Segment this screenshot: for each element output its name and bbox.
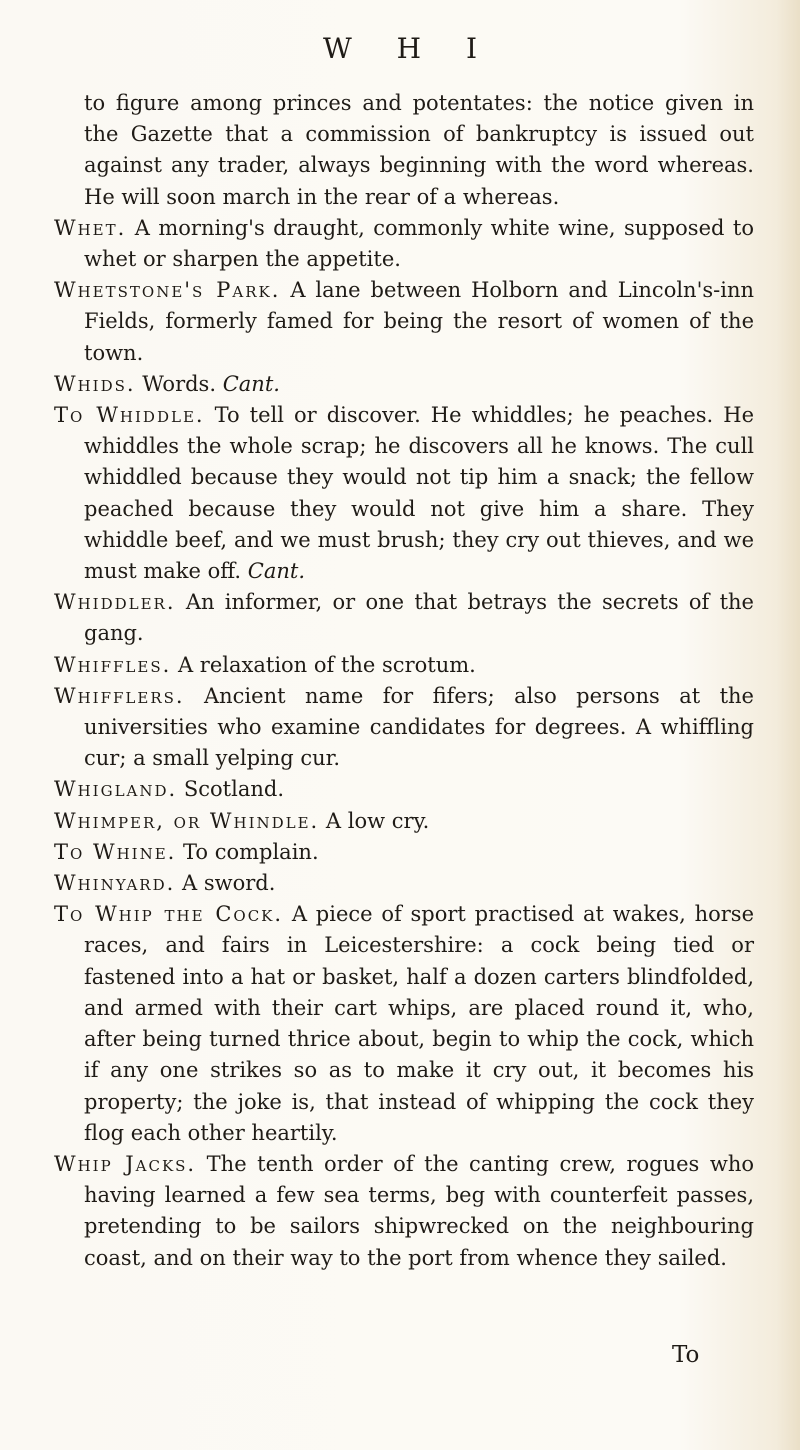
- headword: Whifflers.: [54, 683, 185, 708]
- definition: A piece of sport practised at wakes, horse races, and fairs in Leicestershire: a cock being tied or fastened into a hat or basket, half a dozen carters blindfolded, and armed with their cart whips, are placed round it, who, after being turned thrice about, begin to whip the cock, which if any one strikes so as to make it cry out, it becomes his property; the joke is, that instead of whipping the cock they flog each other heartily.: [84, 902, 754, 1145]
- headword: Whimper, or Whindle.: [54, 808, 320, 833]
- headword: Whiffles.: [54, 652, 172, 677]
- continuation-paragraph: to figure among princes and potentates: the notice given in the Gazette that a commission of bankruptcy is issued out against any trader, always beginning with the word whereas. He will soon march in the rear of a whereas.: [84, 91, 754, 209]
- dictionary-entry: [54, 213, 754, 275]
- dictionary-entry: [54, 868, 754, 899]
- headword: To Whine.: [54, 839, 177, 864]
- headword: To Whip the Cock.: [54, 902, 284, 927]
- headword: Whiddler.: [54, 590, 176, 615]
- definition: Words.: [142, 371, 217, 396]
- headword: Whip Jacks.: [54, 1151, 197, 1176]
- dictionary-entry: [54, 681, 754, 775]
- dictionary-entry: [54, 275, 754, 369]
- dictionary-entry: [54, 369, 754, 400]
- dictionary-entry: [54, 1149, 754, 1274]
- dictionary-entry: [54, 774, 754, 805]
- dictionary-entry: [54, 806, 754, 837]
- headword: Whetstone's Park.: [54, 278, 281, 303]
- definition: A low cry.: [325, 808, 430, 833]
- headword: To Whiddle.: [54, 403, 205, 428]
- headword: Whet.: [54, 215, 127, 240]
- definition: To complain.: [183, 839, 319, 864]
- definition: To tell or discover. He whiddles; he peaches. He whiddles the whole scrap; he discovers all he knows. The cull whiddled because they would not tip him a snack; the fellow peached because they would not give him a share. They whiddle beef, and we must brush; they cry out thieves, and we must make off.: [84, 403, 755, 584]
- definition: A relaxation of the scrotum.: [177, 652, 476, 677]
- definition: Ancient name for fifers; also persons at the universities who examine candidates for degrees. A whiffling cur; a small yelping cur.: [84, 683, 754, 771]
- headword: Whids.: [54, 371, 136, 396]
- dictionary-entry: [54, 837, 754, 868]
- catchword: To: [672, 1342, 700, 1368]
- cant-tag: Cant.: [247, 559, 306, 584]
- definition: Scotland.: [183, 777, 284, 802]
- headword: Whigland.: [54, 777, 178, 802]
- running-head: W H I: [322, 32, 496, 65]
- definition: A morning's draught, commonly white wine, supposed to whet or sharpen the appetite.: [84, 215, 754, 272]
- definition: A sword.: [181, 871, 276, 896]
- dictionary-entry: [54, 587, 754, 649]
- headword: Whinyard.: [54, 871, 176, 896]
- definition: An informer, or one that betrays the secrets of the gang.: [84, 590, 754, 646]
- definition: The tenth order of the canting crew, rogues who having learned a few sea terms, beg with counterfeit passes, pretending to be sailors shipwrecked on the neighbouring coast, and on their way to the port from whence they sailed.: [84, 1151, 754, 1270]
- dictionary-entry: [54, 650, 754, 681]
- dictionary-entry: [54, 400, 754, 587]
- dictionary-text: [54, 88, 754, 1274]
- definition: A lane between Holborn and Lincoln's-inn Fields, formerly famed for being the resort of women of the town.: [84, 278, 754, 365]
- dictionary-entry: [54, 899, 754, 1149]
- cant-tag: Cant.: [222, 371, 280, 396]
